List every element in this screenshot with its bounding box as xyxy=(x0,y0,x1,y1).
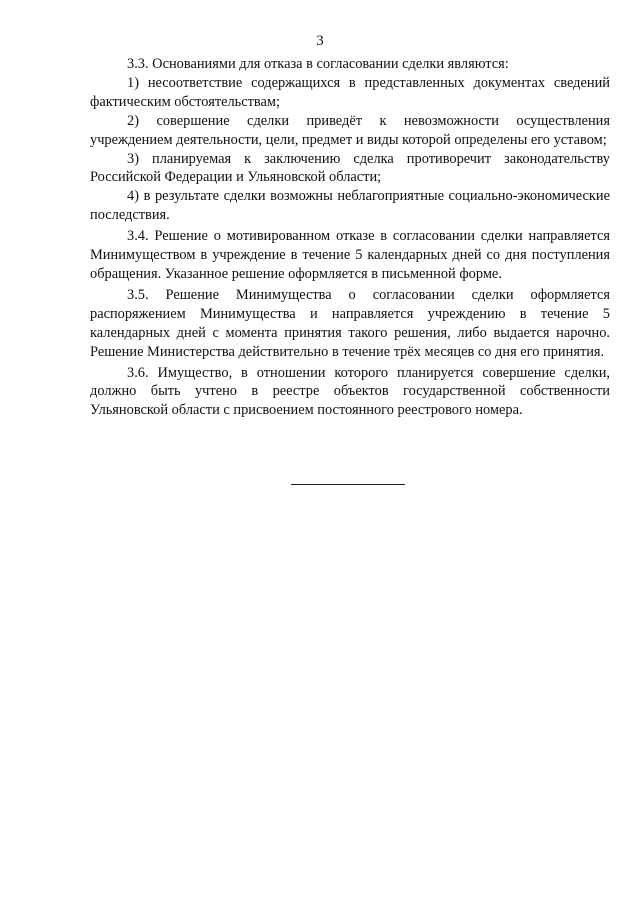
page-number: 3 xyxy=(316,33,324,49)
paragraph-3-4: 3.4. Решение о мотивированном отказе в согласовании сделки направляется Минимуществом в учреждение в течение 5 календарных дней со дня поступления обращения. Указанное решение оформляется в письменной форме. xyxy=(90,228,610,282)
list-item-2: 2) совершение сделки приведёт к невозможности осуществления учреждением деятельности, цели, предмет и виды которой определены его уставом; xyxy=(90,112,610,148)
document-body xyxy=(90,55,610,420)
end-separator-line xyxy=(291,484,405,485)
list-item-1: 1) несоответствие содержащихся в представленных документах сведений фактическим обстоятельствам; xyxy=(90,74,610,110)
list-item-4: 4) в результате сделки возможны неблагоприятные социально-экономические последствия. xyxy=(90,188,610,224)
paragraph-3-5: 3.5. Решение Минимущества о согласовании сделки оформляется распоряжением Минимущества и направляется учреждению в течение 5 календарных дней с момента принятия такого решения, либо выдается нарочно. Решение Министерства действительно в течение трёх месяцев со дня его принятия. xyxy=(90,286,610,360)
list-item-3: 3) планируемая к заключению сделка противоречит законодательству Российской Федерации и Ульяновской области; xyxy=(90,150,610,186)
paragraph-3-6: 3.6. Имущество, в отношении которого планируется совершение сделки, должно быть учтено в реестре объектов государственной собственности Ульяновской области с присвоением постоянного реестрового номера. xyxy=(90,364,610,419)
paragraph-3-3: 3.3. Основаниями для отказа в согласовании сделки являются: xyxy=(127,56,509,72)
